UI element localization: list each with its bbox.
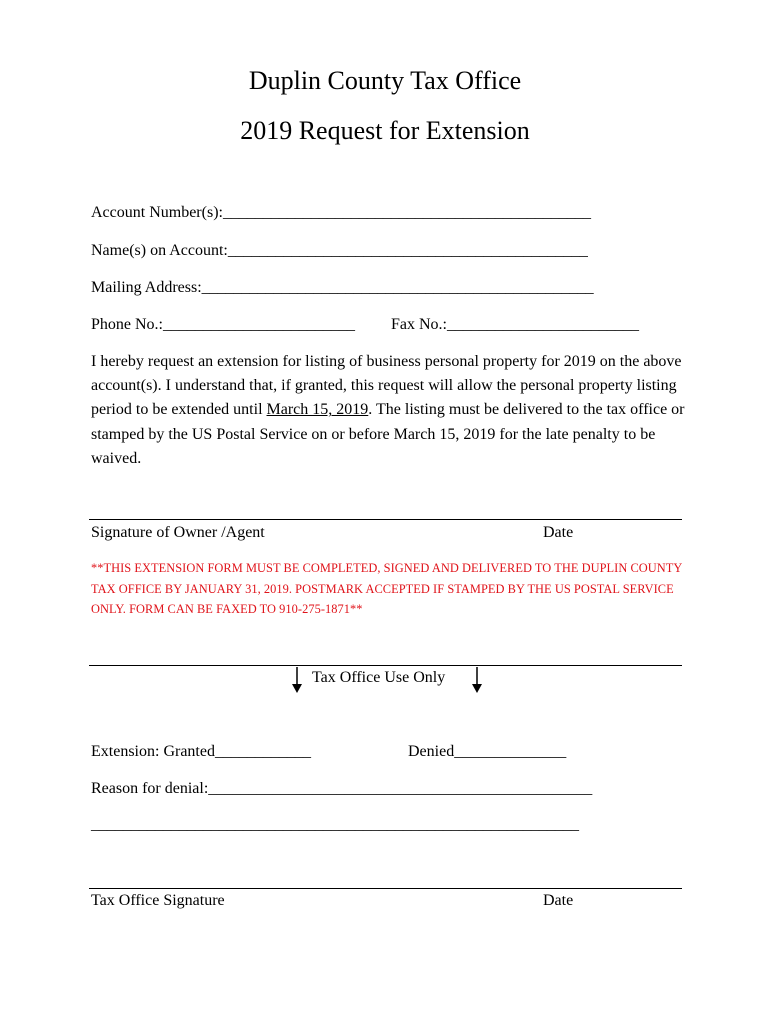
deadline-notice: **THIS EXTENSION FORM MUST BE COMPLETED, SIGNED AND DELIVERED TO THE DUPLIN COUNTY TAX OFFICE BY JANUARY 31, 2019. POSTMARK ACCEPTED IF STAMPED BY THE US POSTAL SERVICE ONLY. FORM CAN BE FAXED TO 910-275-1871** xyxy=(91,561,682,616)
request-paragraph xyxy=(91,350,691,471)
office-date-label: Date xyxy=(543,892,574,909)
phone-field[interactable]: Phone No.:________________________ xyxy=(91,316,355,333)
down-arrow-icon xyxy=(290,667,304,693)
form-title: 2019 Request for Extension xyxy=(240,116,530,145)
fax-field[interactable]: Fax No.:________________________ xyxy=(391,316,639,333)
office-signature-label: Tax Office Signature xyxy=(91,892,225,909)
owner-signature-line[interactable] xyxy=(89,519,682,520)
office-signature-line[interactable] xyxy=(89,888,682,889)
names-on-account-field[interactable]: Name(s) on Account:_____________________________________________ xyxy=(91,242,588,259)
account-number-field[interactable]: Account Number(s):______________________________________________ xyxy=(91,204,591,221)
request-text-after: . The listing must be delivered to the tax office or stamped by the US Postal Service on or before March 15, 2019 for the late penalty to be waived. xyxy=(91,401,685,467)
request-deadline: March 15, 2019 xyxy=(266,401,369,419)
extension-granted-field[interactable]: Extension: Granted____________ xyxy=(91,743,311,760)
office-title: Duplin County Tax Office xyxy=(248,66,522,95)
down-arrow-icon xyxy=(470,667,484,693)
office-use-divider xyxy=(89,665,682,666)
denial-reason-field[interactable]: Reason for denial:________________________________________________ xyxy=(91,780,593,797)
owner-signature-label: Signature of Owner /Agent xyxy=(91,524,265,541)
mailing-address-field[interactable]: Mailing Address:_________________________________________________ xyxy=(91,279,594,296)
request-text-before: I hereby request an extension for listing of business personal property for 2019 on the above account(s). I understand that, if granted, this request will allow the personal property listing period to be extended until xyxy=(91,353,682,419)
extension-denied-field[interactable]: Denied______________ xyxy=(408,743,567,760)
denial-reason-line-2[interactable]: _____________________________________________________________ xyxy=(91,816,579,833)
owner-date-label: Date xyxy=(543,524,574,541)
office-use-heading: Tax Office Use Only xyxy=(312,669,446,686)
